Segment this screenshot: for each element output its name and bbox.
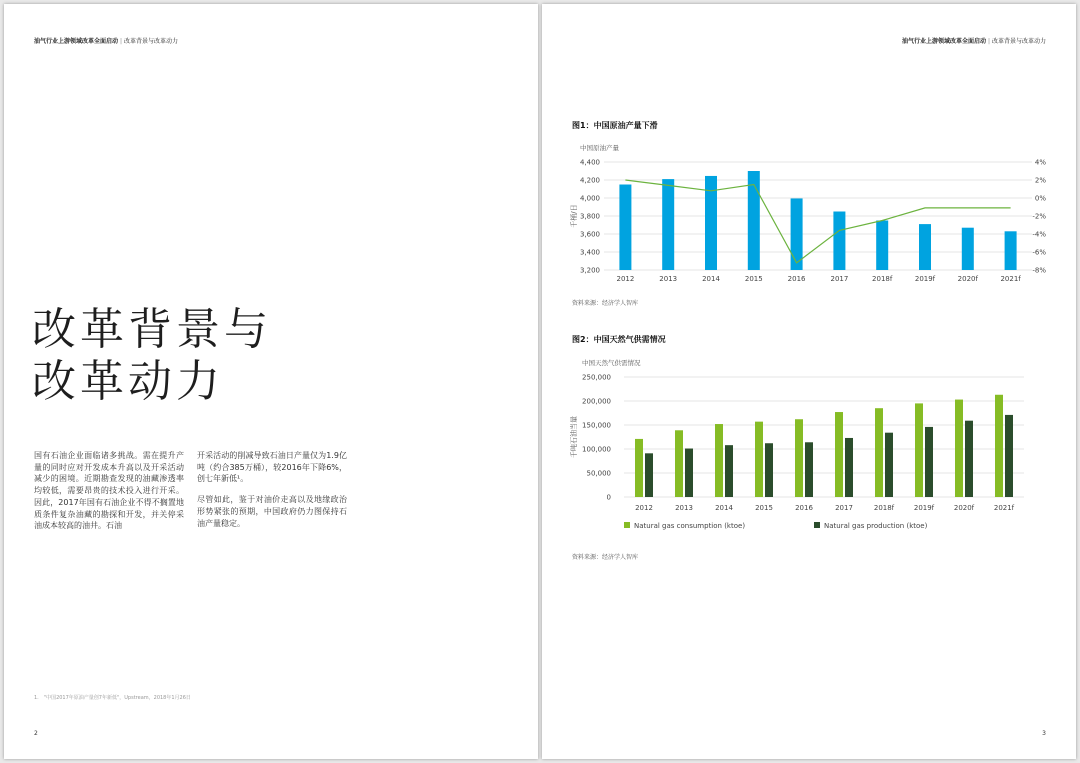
bar-gas-production <box>645 453 653 497</box>
bar-gas-production <box>885 433 893 497</box>
bar-gas-production <box>1005 415 1013 497</box>
bar-oil-output <box>919 224 931 270</box>
y2-tick-label: -2% <box>1032 212 1046 221</box>
bar-gas-consumption <box>635 439 643 497</box>
y-tick-label: 200,000 <box>582 397 611 406</box>
footnote: 1. "中国2017年原油产量创7年新低"，Upstream，2018年1月26日 <box>34 695 191 701</box>
y-axis-label: 千桶/日 <box>570 204 578 228</box>
x-tick-label: 2013 <box>659 275 678 283</box>
running-header <box>34 36 178 45</box>
x-tick-label: 2017 <box>830 275 849 283</box>
bar-gas-consumption <box>715 424 723 497</box>
x-tick-label: 2012 <box>616 275 635 283</box>
y2-tick-label: 0% <box>1034 194 1046 203</box>
x-tick-label: 2019f <box>914 275 936 283</box>
body-column-2 <box>197 450 347 538</box>
x-tick-label: 2018f <box>872 275 893 283</box>
y-tick-label: 3,800 <box>579 212 600 221</box>
x-tick-label: 2017 <box>835 504 853 512</box>
chapter-title <box>32 304 272 408</box>
x-tick-label: 2013 <box>675 504 693 512</box>
figure-1-chart <box>542 138 1076 288</box>
page-number: 3 <box>1042 730 1046 737</box>
running-header <box>902 36 1046 45</box>
x-tick-label: 2015 <box>744 275 763 283</box>
x-tick-label: 2021f <box>1000 275 1021 283</box>
legend-swatch <box>814 522 820 528</box>
x-tick-label: 2018f <box>873 504 895 512</box>
bar-oil-output <box>833 212 845 271</box>
y-tick-label: 250,000 <box>582 373 611 382</box>
chapter-title-line-2: 改革动力 <box>32 356 224 407</box>
x-tick-label: 2016 <box>795 504 813 512</box>
body-paragraph: 开采活动的削减导致石油日产量仅为1.9亿吨（约合385万桶），较2016年下降6%，创七年新低¹。 <box>197 451 347 484</box>
bar-oil-output <box>619 185 631 271</box>
y-tick-label: 4,200 <box>579 176 600 185</box>
figure-1-source: 资料来源：经济学人智库 <box>572 300 639 307</box>
x-tick-label: 2015 <box>755 504 773 512</box>
bar-gas-production <box>685 449 693 497</box>
header-chapter-title: 改革背景与改革动力 <box>991 38 1046 45</box>
chapter-title-line-1: 改革背景与 <box>32 304 272 355</box>
figure-2-title: 图2：中国天然气供需情况 <box>572 335 666 344</box>
figure-1-title: 图1：中国原油产量下滑 <box>572 121 658 130</box>
line-growth-rate <box>625 180 1010 263</box>
y2-tick-label: -4% <box>1032 230 1046 239</box>
x-tick-label: 2020f <box>957 275 978 283</box>
x-tick-label: 2014 <box>702 275 720 283</box>
bar-gas-production <box>725 445 733 497</box>
bar-gas-production <box>805 442 813 497</box>
y-tick-label: 4,400 <box>579 158 600 167</box>
bar-gas-production <box>845 438 853 497</box>
body-paragraph: 尽管如此，鉴于对油价走高以及地缘政治形势紧张的预期，中国政府仍力图保持石油产量稳定。 <box>197 495 347 528</box>
bar-oil-output <box>748 171 760 270</box>
x-tick-label: 2019f <box>913 504 935 512</box>
bar-oil-output <box>662 179 674 270</box>
legend-label: Natural gas consumption (ktoe) <box>634 522 746 530</box>
bar-gas-consumption <box>675 430 683 497</box>
header-separator: | <box>987 38 990 45</box>
header-separator: | <box>120 38 123 45</box>
bar-gas-production <box>765 443 773 497</box>
y-axis-label: 千吨石油当量 <box>570 416 578 458</box>
bar-oil-output <box>876 221 888 271</box>
legend-label: Natural gas production (ktoe) <box>824 522 928 530</box>
header-section-title: 油气行业上游领域改革全面启动 <box>34 38 119 45</box>
body-column-1 <box>34 450 184 541</box>
x-tick-label: 2014 <box>715 504 733 512</box>
header-section-title: 油气行业上游领域改革全面启动 <box>901 38 986 45</box>
figure-2-source: 资料来源：经济学人智库 <box>572 554 639 561</box>
y-tick-label: 4,000 <box>579 194 600 203</box>
y-tick-label: 3,400 <box>579 248 600 257</box>
left-page <box>4 4 538 759</box>
chart-subtitle: 中国原油产量 <box>580 144 619 152</box>
y2-tick-label: -6% <box>1032 248 1046 257</box>
chart-subtitle: 中国天然气供需情况 <box>582 359 641 367</box>
y2-tick-label: -8% <box>1032 266 1046 275</box>
bar-gas-consumption <box>755 422 763 497</box>
right-page <box>542 4 1076 759</box>
x-tick-label: 2021f <box>993 504 1015 512</box>
y-tick-label: 0 <box>606 493 611 502</box>
figure-2-chart <box>542 350 1076 540</box>
bar-gas-consumption <box>795 419 803 497</box>
bar-gas-consumption <box>955 400 963 497</box>
x-tick-label: 2020f <box>953 504 975 512</box>
y-tick-label: 50,000 <box>586 469 611 478</box>
bar-oil-output <box>1005 231 1017 270</box>
header-chapter-title: 改革背景与改革动力 <box>124 38 179 45</box>
legend-swatch <box>624 522 630 528</box>
bar-gas-production <box>965 421 973 497</box>
y2-tick-label: 2% <box>1034 176 1046 185</box>
y-tick-label: 150,000 <box>582 421 611 430</box>
y-tick-label: 3,200 <box>579 266 600 275</box>
page-number: 2 <box>34 730 38 737</box>
bar-gas-consumption <box>995 395 1003 497</box>
bar-gas-production <box>925 427 933 497</box>
body-paragraph: 国有石油企业面临诸多挑战。需在提升产量的同时应对开发成本升高以及开采活动减少的困境。近期勘查发现的油藏渗透率均较低，需要昂贵的技术投入进行开采。因此，2017年国有石油企业不得不搁置地质条件复杂油藏的勘探和开发，并关停采油成本较高的油井。石油 <box>34 451 184 531</box>
y2-tick-label: 4% <box>1034 158 1046 167</box>
bar-gas-consumption <box>875 408 883 497</box>
x-tick-label: 2012 <box>635 504 653 512</box>
bar-gas-consumption <box>835 412 843 497</box>
bar-oil-output <box>962 228 974 270</box>
bar-gas-consumption <box>915 403 923 497</box>
y-tick-label: 3,600 <box>579 230 600 239</box>
x-tick-label: 2016 <box>787 275 806 283</box>
y-tick-label: 100,000 <box>582 445 611 454</box>
